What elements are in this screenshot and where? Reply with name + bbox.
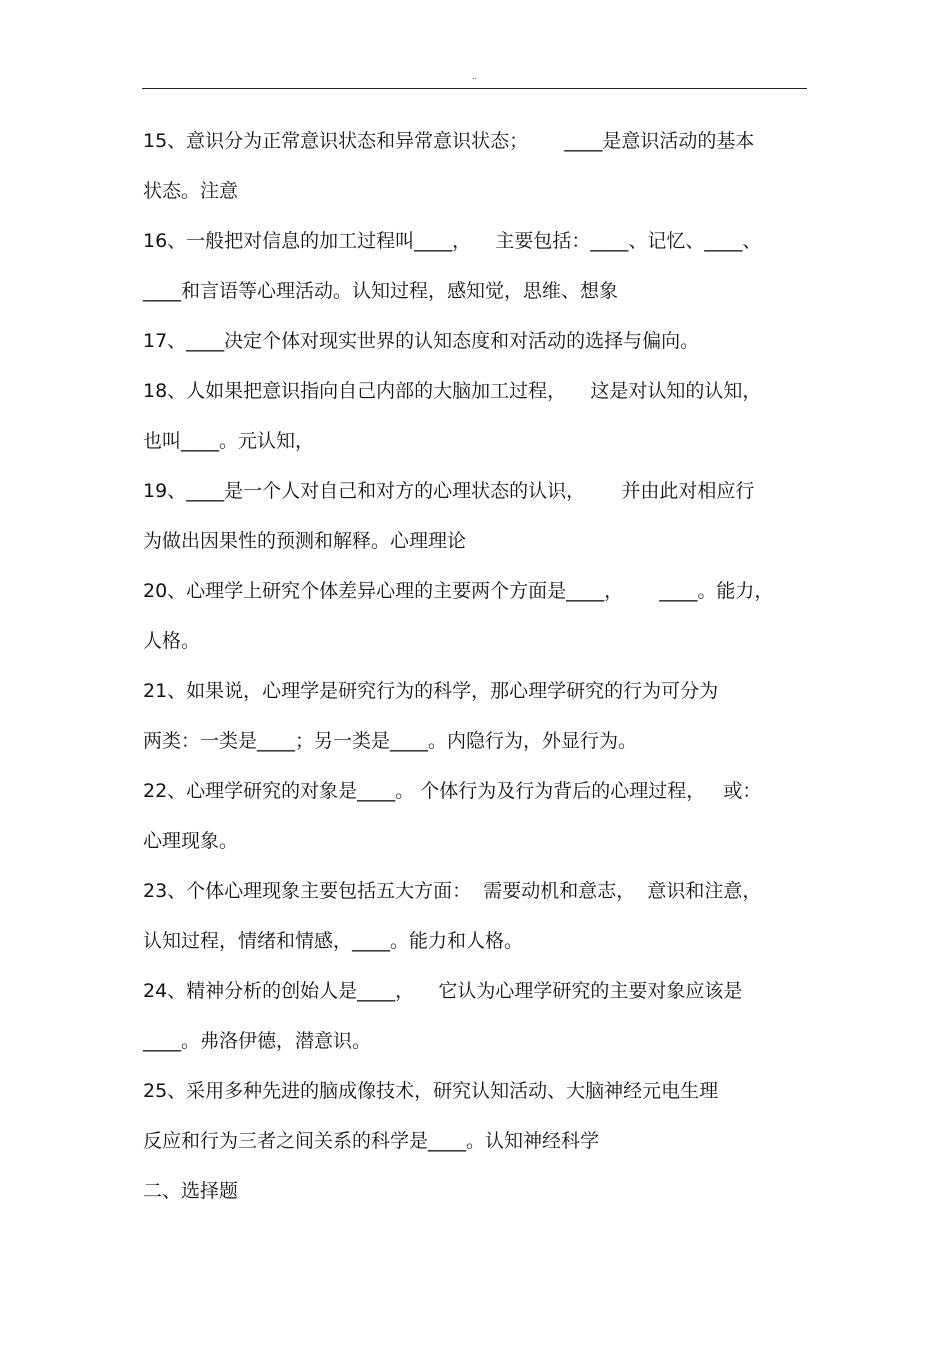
text-line: 24、精神分析的创始人是____， 它认为心理学研究的主要对象应该是 bbox=[143, 980, 743, 1002]
text-line: 19、____是一个人对自己和对方的心理状态的认识， 并由此对相应行 bbox=[143, 480, 755, 502]
text-line: 21、如果说，心理学是研究行为的科学，那心理学研究的行为可分为 bbox=[143, 680, 719, 702]
header-mark: .. bbox=[471, 72, 478, 81]
document-body bbox=[143, 116, 807, 1216]
text-line: 人格。 bbox=[143, 630, 201, 652]
text-line: 认知过程，情绪和情感，____。能力和人格。 bbox=[143, 930, 524, 952]
text-line: 两类：一类是____；另一类是____。内隐行为，外显行为。 bbox=[143, 730, 638, 752]
text-line: 23、个体心理现象主要包括五大方面： 需要动机和意志， 意识和注意， bbox=[143, 880, 762, 902]
text-line: 17、____决定个体对现实世界的认知态度和对活动的选择与偏向。 bbox=[143, 330, 700, 352]
text-line: ____。弗洛伊德，潜意识。 bbox=[143, 1030, 372, 1052]
text-line: 20、心理学上研究个体差异心理的主要两个方面是____， ____。能力， bbox=[143, 580, 774, 602]
text-line: 为做出因果性的预测和解释。心理理论 bbox=[143, 530, 467, 552]
text-line: 22、心理学研究的对象是____。 个体行为及行为背后的心理过程， 或： bbox=[143, 780, 762, 802]
text-line: ____和言语等心理活动。认知过程，感知觉，思维、想象 bbox=[143, 280, 619, 302]
text-line: 18、人如果把意识指向自己内部的大脑加工过程， 这是对认知的认知， bbox=[143, 380, 762, 402]
text-line: 状态。注意 bbox=[143, 180, 239, 202]
text-line: 25、采用多种先进的脑成像技术，研究认知活动、大脑神经元电生理 bbox=[143, 1080, 719, 1102]
page-header bbox=[142, 70, 807, 89]
text-line: 15、意识分为正常意识状态和异常意识状态； ____是意识活动的基本 bbox=[143, 130, 755, 152]
text-line: 16、一般把对信息的加工过程叫____， 主要包括：____、记忆、____、 bbox=[143, 230, 762, 252]
text-line: 也叫____。元认知， bbox=[143, 430, 315, 452]
text-line: 心理现象。 bbox=[143, 830, 239, 852]
text-line: 反应和行为三者之间关系的科学是____。认知神经科学 bbox=[143, 1130, 600, 1152]
section-heading: 二、选择题 bbox=[143, 1180, 239, 1202]
